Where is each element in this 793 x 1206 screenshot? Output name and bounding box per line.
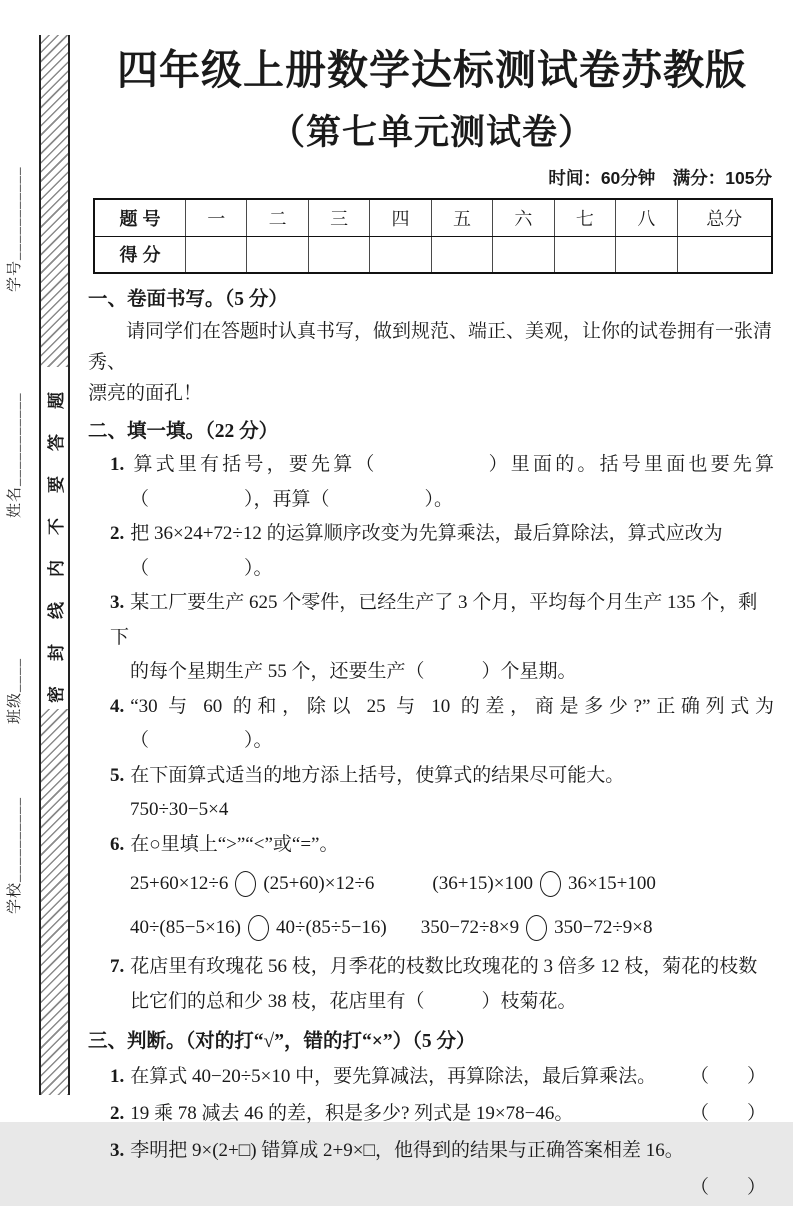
comparison-right: 36×15+100	[567, 873, 656, 894]
question-text: 19 乘 78 减去 46 的差，积是多少? 列式是 19×78−46。	[130, 1103, 574, 1124]
question-number: 7.	[110, 956, 125, 977]
question-text: 在下面算式适当的地方添上括号，使算式的结果尽可能大。	[130, 764, 625, 786]
judge-text	[110, 1132, 684, 1169]
field-name: 姓名___________	[7, 392, 23, 518]
score-blank-cell	[677, 236, 772, 273]
comparison-row-2	[88, 906, 776, 950]
content-area	[88, 0, 776, 1206]
question-2-2-line2: （ ）。	[130, 557, 273, 579]
score-table-cell: 六	[493, 199, 554, 236]
seal-band	[39, 35, 70, 1095]
question-text: 算式里有括号，要先算（ ）里面的。括号里面也要先算	[130, 454, 774, 475]
answer-circle	[540, 871, 561, 897]
field-school: 学校__________	[7, 796, 23, 914]
question-2-3-line2: 的每个星期生产 55 个，还要生产（ ）个星期。	[130, 661, 577, 682]
question-2-4-line2: （ ）。	[130, 730, 273, 751]
score-table-cell: 七	[554, 199, 615, 236]
question-2-7-line2: 比它们的总和少 38 枝，花店里有（ ）枝菊花。	[130, 990, 577, 1012]
score-table-cell: 四	[370, 199, 431, 236]
comparison-pair	[421, 915, 653, 941]
question-2-6-line1	[88, 828, 776, 863]
score-table-cell: 一	[186, 199, 247, 236]
field-student-id: 学号___________	[7, 166, 23, 292]
question-2-5-expression: 750÷30−5×4	[130, 799, 229, 820]
field-class: 班级____	[7, 657, 23, 724]
question-number: 2.	[110, 523, 125, 544]
question-number: 1.	[110, 454, 125, 475]
section3-heading: 三、判断。（对的打“√”，错的打“×”）（5 分）	[88, 1031, 476, 1052]
comparison-left: 25+60×12÷6	[130, 873, 229, 894]
student-info-margin	[0, 0, 39, 1122]
comparison-right: 350−72÷9×8	[554, 917, 653, 938]
score-blank-cell	[493, 236, 554, 273]
score-blank-cell	[370, 236, 431, 273]
question-3-3-bracket: （ ）	[689, 1177, 766, 1198]
question-3-1	[88, 1058, 776, 1095]
comparison-left: 40÷(85−5×16)	[130, 917, 242, 938]
question-number: 3.	[110, 1140, 125, 1161]
comparison-right: (25+60)×12÷6	[263, 873, 375, 894]
score-label-cell: 得 分	[94, 236, 186, 273]
comparison-pair	[130, 871, 374, 897]
section1-line1: 请同学们在答题时认真书写，做到规范、端正、美观，让你的试卷拥有一张清秀、	[88, 321, 773, 373]
answer-circle	[248, 915, 269, 941]
comparison-row-1	[88, 862, 776, 906]
score-table-cell: 五	[431, 199, 492, 236]
question-text: 李明把 9×(2+□) 错算成 2+9×□，他得到的结果与正确答案相差 16。	[130, 1140, 684, 1161]
question-text: 花店里有玫瑰花 56 枝，月季花的枝数比玫瑰花的 3 倍多 12 枝，菊花的枝数	[130, 956, 758, 977]
question-2-5-line1	[88, 759, 776, 794]
question-number: 5.	[110, 764, 125, 786]
question-3-2	[88, 1095, 776, 1132]
question-text: 在○里填上“>”“<”或“=”。	[130, 833, 339, 855]
score-table	[93, 198, 773, 274]
question-text: “30 与 60 的和，除以 25 与 10 的差，商是多少?”正确列式为	[130, 695, 774, 717]
comparison-right: 40÷(85÷5−16)	[276, 917, 387, 938]
question-text: 某工厂要生产 625 个零件，已经生产了 3 个月，平均每个月生产 135 个，剩下	[110, 592, 758, 648]
score-blank-cell	[616, 236, 678, 273]
question-text: 在算式 40−20÷5×10 中，要先算减法，再算除法，最后算乘法。	[130, 1066, 657, 1087]
question-3-3	[88, 1132, 776, 1169]
question-text: 把 36×24+72÷12 的运算顺序改变为先算乘法，最后算除法，算式应改为	[130, 523, 723, 544]
question-number-row	[94, 199, 772, 236]
score-blank-cell	[247, 236, 308, 273]
answer-bracket: （ ）	[689, 1066, 766, 1087]
score-row	[94, 236, 772, 273]
question-2-7-line1	[88, 950, 776, 985]
question-2-3-line1	[88, 586, 776, 655]
judge-text	[110, 1095, 573, 1132]
question-2-4-line1	[88, 690, 776, 725]
section1-heading: 一、卷面书写。（5 分）	[88, 289, 288, 310]
question-2-1-line1	[88, 448, 776, 483]
section2-heading: 二、填一填。（22 分）	[88, 421, 279, 442]
exam-subtitle: （第七单元测试卷）	[269, 113, 594, 152]
seal-line-text: 密封线内不要答题	[47, 367, 66, 703]
answer-circle	[526, 915, 547, 941]
comparison-left: (36+15)×100	[432, 873, 533, 894]
answer-bracket: （ ）	[689, 1103, 766, 1124]
judge-text	[110, 1058, 656, 1095]
question-number: 4.	[110, 695, 125, 717]
answer-circle	[235, 871, 256, 897]
score-table-cell: 题 号	[94, 199, 186, 236]
score-table-cell: 总分	[677, 199, 772, 236]
question-number: 6.	[110, 833, 125, 855]
score-blank-cell	[554, 236, 615, 273]
question-number: 3.	[110, 592, 125, 613]
comparison-pair	[432, 871, 656, 897]
question-2-2-line1	[88, 517, 776, 552]
hatch-pattern-bottom	[41, 709, 68, 1095]
question-2-1-line2: （ ），再算（ ）。	[130, 488, 454, 510]
score-table-cell: 二	[247, 199, 308, 236]
score-blank-cell	[431, 236, 492, 273]
score-blank-cell	[186, 236, 247, 273]
question-number: 1.	[110, 1066, 125, 1087]
score-table-cell: 三	[308, 199, 369, 236]
score-table-cell: 八	[616, 199, 678, 236]
exam-title: 四年级上册数学达标测试卷苏教版	[117, 47, 747, 93]
comparison-left: 350−72÷8×9	[420, 917, 520, 938]
score-blank-cell	[308, 236, 369, 273]
hatch-pattern-top	[41, 35, 68, 367]
question-number: 2.	[110, 1103, 125, 1124]
time-score-info: 时间：60分钟 满分：105分	[548, 168, 772, 188]
section1-line2: 漂亮的面孔！	[88, 383, 203, 404]
comparison-pair	[130, 915, 387, 941]
